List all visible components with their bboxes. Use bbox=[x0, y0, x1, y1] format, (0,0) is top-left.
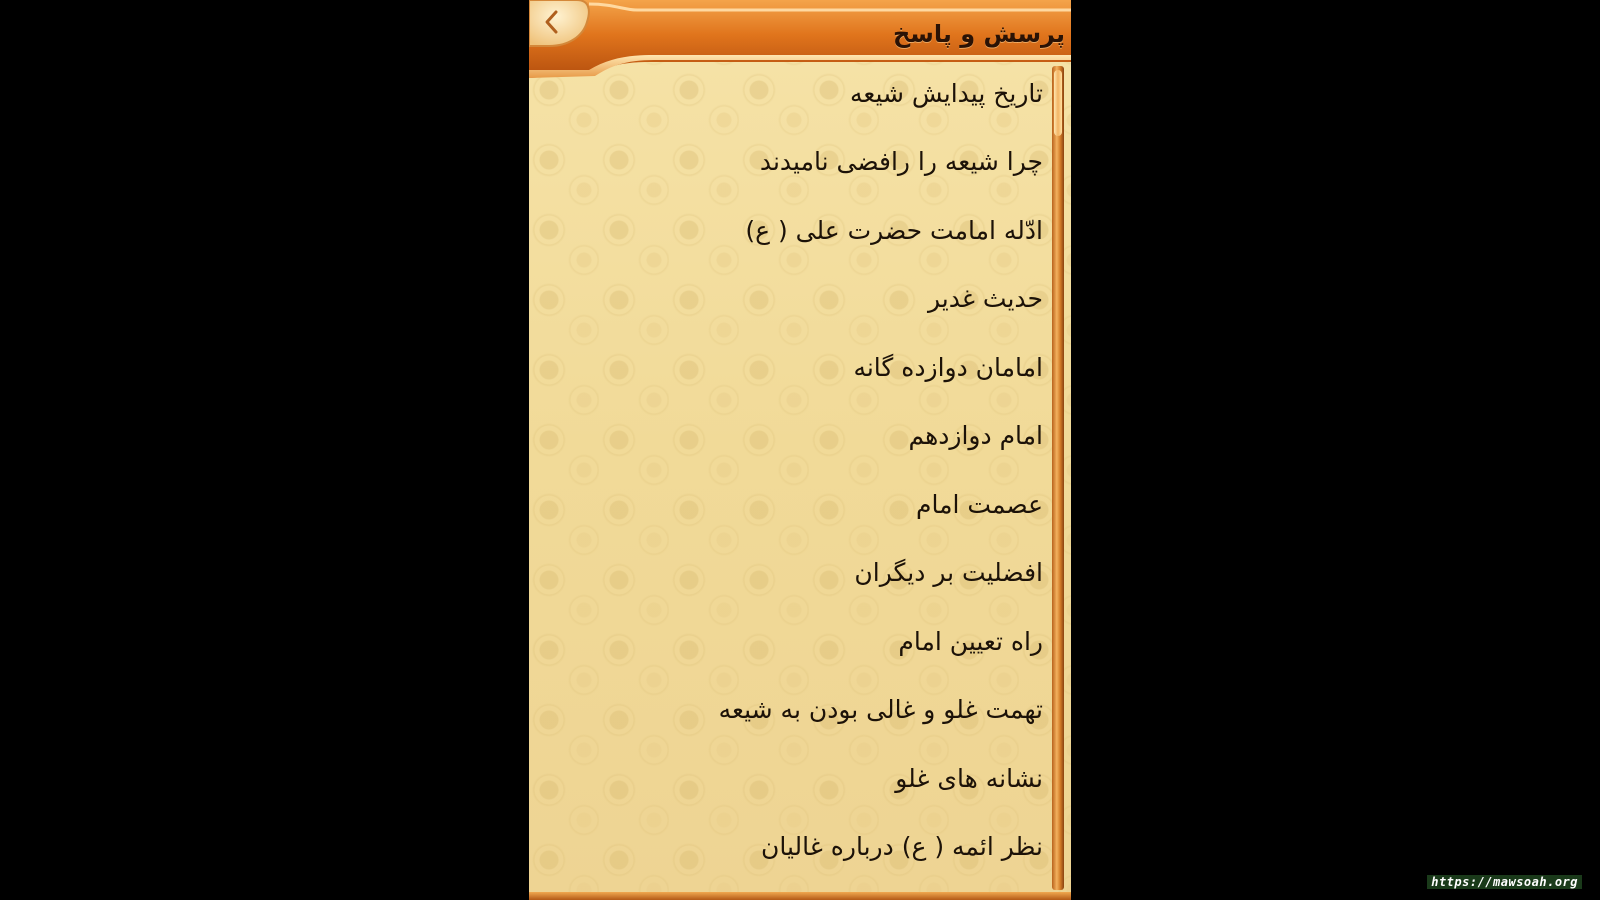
watermark-url: https://mawsoah.org bbox=[1427, 875, 1582, 889]
list-item[interactable]: نشانه های غلو bbox=[895, 764, 1043, 793]
back-button[interactable] bbox=[529, 0, 583, 46]
list-item[interactable]: حدیث غدیر bbox=[928, 284, 1043, 313]
list-item[interactable]: نظر ائمه ( ع) درباره غالیان bbox=[761, 832, 1043, 861]
app-screen bbox=[529, 0, 1071, 900]
scroll-track[interactable] bbox=[1052, 66, 1064, 890]
bottom-border bbox=[529, 892, 1071, 900]
list-item[interactable]: چرا شیعه را رافضی نامیدند bbox=[759, 147, 1043, 176]
list-item[interactable]: امامان دوازده گانه bbox=[853, 353, 1043, 382]
list-item[interactable]: عصمت امام bbox=[916, 490, 1043, 519]
header-bar bbox=[529, 0, 1071, 78]
list-item[interactable]: امام دوازدهم bbox=[908, 421, 1043, 450]
scroll-thumb[interactable] bbox=[1054, 70, 1062, 136]
list-item[interactable]: ادّله امامت حضرت علی ( ع) bbox=[745, 216, 1043, 245]
list-item[interactable]: تهمت غلو و غالی بودن به شیعه bbox=[718, 695, 1043, 724]
page-title: پرسش و پاسخ bbox=[892, 20, 1065, 48]
list-item[interactable]: افضلیت بر دیگران bbox=[854, 558, 1043, 587]
list-item[interactable]: تاریخ پیدایش شیعه bbox=[850, 79, 1043, 108]
list-item[interactable]: راه تعیین امام bbox=[898, 627, 1043, 656]
chevron-left-icon bbox=[529, 0, 583, 46]
